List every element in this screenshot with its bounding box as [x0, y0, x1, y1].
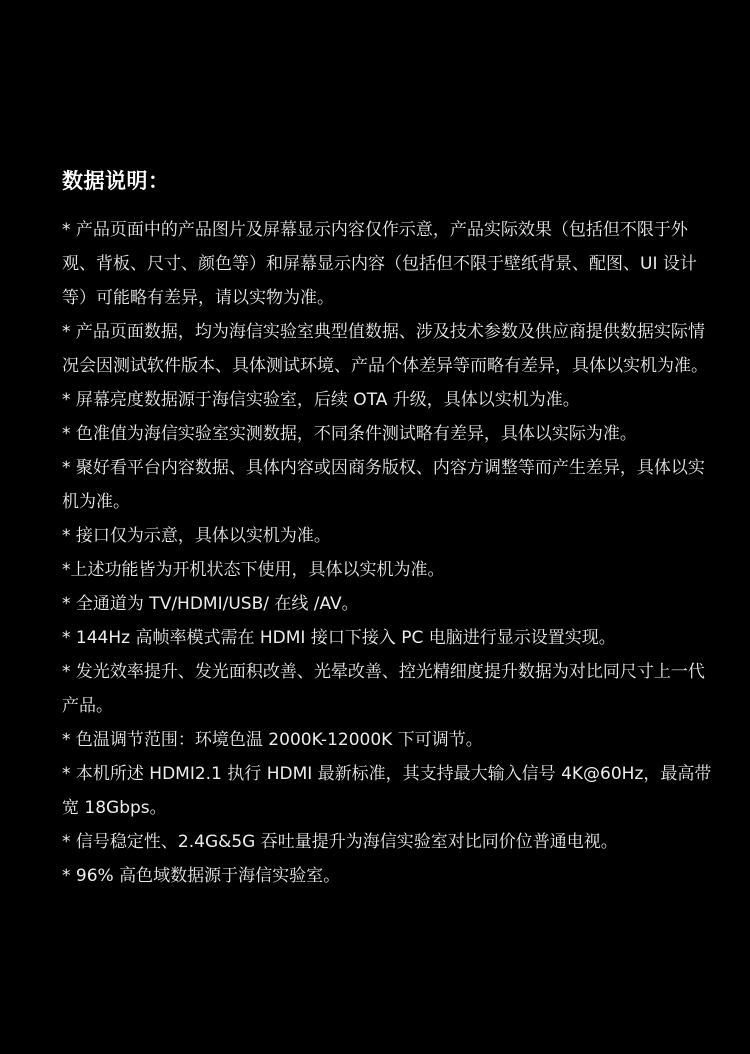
note-item: * 产品页面中的产品图片及屏幕显示内容仅作示意，产品实际效果（包括但不限于外观、背板、尺寸、颜色等）和屏幕显示内容（包括但不限于壁纸背景、配图、UI 设计等）可能略有差异，请以实物为准。 — [62, 220, 697, 308]
note-item: * 聚好看平台内容数据、具体内容或因商务版权、内容方调整等而产生差异，具体以实机为准。 — [62, 458, 705, 512]
notes-list — [62, 213, 712, 893]
note-item: * 全通道为 TV/HDMI/USB/ 在线 /AV。 — [62, 594, 359, 614]
note-item: *上述功能皆为开机状态下使用，具体以实机为准。 — [62, 560, 445, 580]
note-item: * 本机所述 HDMI2.1 执行 HDMI 最新标准，其支持最大输入信号 4K@60Hz，最高带宽 18Gbps。 — [62, 764, 712, 818]
note-item: * 144Hz 高帧率模式需在 HDMI 接口下接入 PC 电脑进行显示设置实现。 — [62, 628, 616, 648]
note-item: * 接口仅为示意，具体以实机为准。 — [62, 526, 331, 546]
note-item: * 发光效率提升、发光面积改善、光晕改善、控光精细度提升数据为对比同尺寸上一代产品。 — [62, 662, 705, 716]
note-item: * 产品页面数据，均为海信实验室典型值数据、涉及技术参数及供应商提供数据实际情况会因测试软件版本、具体测试环境、产品个体差异等而略有差异，具体以实机为准。 — [62, 322, 708, 376]
note-item: * 96% 高色域数据源于海信实验室。 — [62, 866, 341, 886]
note-item: * 色温调节范围：环境色温 2000K-12000K 下可调节。 — [62, 730, 483, 750]
note-item: * 屏幕亮度数据源于海信实验室，后续 OTA 升级，具体以实机为准。 — [62, 390, 580, 410]
data-notes-section — [62, 163, 712, 893]
note-item: * 信号稳定性、2.4G&5G 吞吐量提升为海信实验室对比同价位普通电视。 — [62, 832, 618, 852]
notes-title: 数据说明： — [62, 169, 170, 193]
note-item: * 色准值为海信实验室实测数据，不同条件测试略有差异，具体以实际为准。 — [62, 424, 637, 444]
